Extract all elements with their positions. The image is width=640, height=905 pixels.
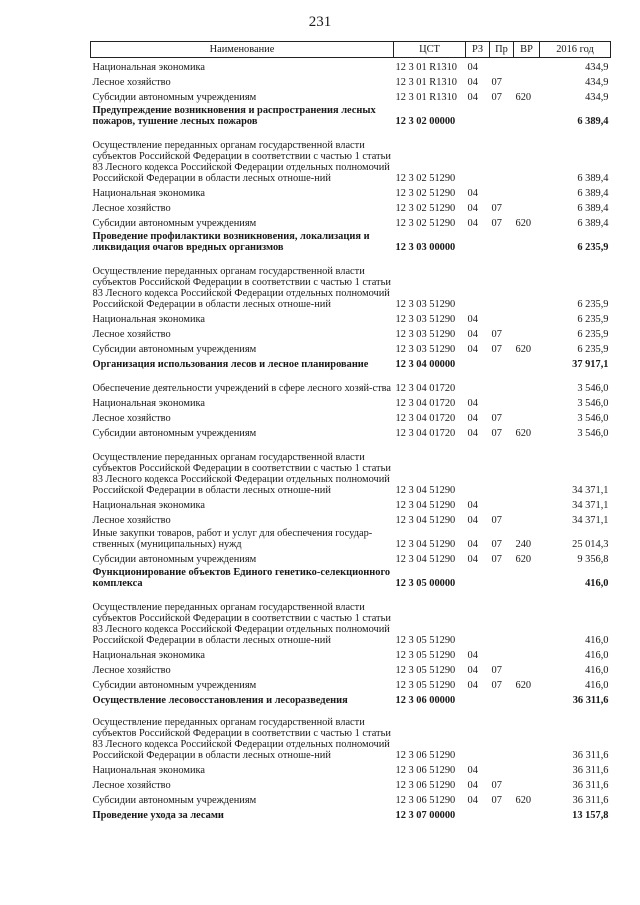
- budget-table: [90, 41, 611, 821]
- row-code: 12 3 03 51290: [395, 299, 456, 310]
- row-rz: [466, 253, 490, 310]
- row-code: 12 3 02 51290: [395, 218, 456, 229]
- row-rz: 04: [467, 795, 478, 806]
- row-rz: 04: [467, 398, 478, 409]
- row-name: Национальная экономика: [92, 188, 206, 199]
- row-vr: [514, 253, 540, 310]
- row-rz: [466, 806, 490, 821]
- row-pr: [490, 439, 514, 496]
- row-pr: 07: [491, 428, 502, 439]
- row-vr: 620: [515, 680, 532, 691]
- row-pr: [490, 691, 514, 706]
- row-vr: 620: [515, 344, 532, 355]
- row-rz: 04: [467, 92, 478, 103]
- row-pr: [490, 355, 514, 370]
- row-code: 12 3 04 51290: [395, 515, 456, 526]
- header-vr: ВР: [514, 42, 540, 58]
- row-rz: 04: [467, 344, 478, 355]
- row-code: 12 3 05 51290: [395, 650, 456, 661]
- row-vr: [514, 73, 540, 88]
- row-name: Национальная экономика: [92, 62, 206, 73]
- row-rz: 04: [467, 188, 478, 199]
- row-vr: 620: [515, 554, 532, 565]
- row-code: 12 3 04 51290: [395, 500, 456, 511]
- row-code: 12 3 02 51290: [395, 173, 456, 184]
- row-pr: 07: [491, 203, 502, 214]
- row-vr: [514, 103, 540, 127]
- row-vr: [514, 439, 540, 496]
- row-amount: 3 546,0: [577, 398, 609, 409]
- row-amount: 6 235,9: [577, 299, 609, 310]
- row-code: 12 3 02 00000: [395, 116, 456, 127]
- row-rz: 04: [467, 218, 478, 229]
- table-row: [91, 370, 611, 394]
- row-amount: 25 014,3: [572, 539, 609, 550]
- table-row: [91, 526, 611, 550]
- row-name: Субсидии автономным учреждениям: [92, 92, 257, 103]
- row-code: 12 3 02 51290: [395, 188, 456, 199]
- row-amount: 9 356,8: [577, 554, 609, 565]
- row-rz: 04: [467, 665, 478, 676]
- table-row: [91, 253, 611, 310]
- row-name: Лесное хозяйство: [92, 515, 171, 526]
- table-row: [91, 73, 611, 88]
- row-rz: 04: [467, 77, 478, 88]
- table-row: [91, 806, 611, 821]
- row-amount: 434,9: [585, 62, 609, 73]
- row-vr: [514, 661, 540, 676]
- table-row: [91, 325, 611, 340]
- row-pr: [490, 103, 514, 127]
- row-pr: [490, 706, 514, 761]
- table-row: [91, 706, 611, 761]
- row-amount: 6 235,9: [577, 344, 609, 355]
- table-row: [91, 127, 611, 184]
- header-rz: РЗ: [466, 42, 490, 58]
- row-vr: [514, 806, 540, 821]
- row-vr: [514, 229, 540, 253]
- table-row: [91, 646, 611, 661]
- row-pr: [490, 127, 514, 184]
- row-rz: 04: [467, 314, 478, 325]
- row-pr: 07: [491, 680, 502, 691]
- row-code: 12 3 05 00000: [395, 578, 456, 589]
- row-pr: 07: [491, 77, 502, 88]
- row-code: 12 3 04 01720: [395, 383, 456, 394]
- row-vr: [514, 589, 540, 646]
- row-code: 12 3 03 51290: [395, 329, 456, 340]
- row-pr: [490, 253, 514, 310]
- row-pr: 07: [491, 539, 502, 550]
- table-row: [91, 214, 611, 229]
- table-row: [91, 229, 611, 253]
- row-pr: 07: [491, 554, 502, 565]
- row-pr: 07: [491, 413, 502, 424]
- row-vr: [514, 394, 540, 409]
- header-name: Наименование: [91, 42, 394, 58]
- row-rz: [466, 103, 490, 127]
- row-rz: 04: [467, 428, 478, 439]
- row-amount: 34 371,1: [572, 500, 609, 511]
- row-pr: [490, 58, 514, 74]
- row-rz: 04: [467, 515, 478, 526]
- row-vr: [514, 706, 540, 761]
- row-vr: [514, 565, 540, 589]
- row-amount: 6 389,4: [577, 203, 609, 214]
- row-name: Субсидии автономным учреждениям: [92, 795, 257, 806]
- row-name: Субсидии автономным учреждениям: [92, 218, 257, 229]
- row-code: 12 3 06 51290: [395, 795, 456, 806]
- row-vr: 620: [515, 218, 532, 229]
- row-amount: 6 389,4: [577, 173, 609, 184]
- row-amount: 36 311,6: [572, 750, 609, 761]
- row-amount: 13 157,8: [572, 810, 609, 821]
- row-rz: 04: [467, 680, 478, 691]
- row-name: Национальная экономика: [92, 500, 206, 511]
- row-vr: 620: [515, 428, 532, 439]
- row-pr: [490, 229, 514, 253]
- row-pr: [490, 496, 514, 511]
- row-code: 12 3 01 R1310: [395, 62, 457, 73]
- table-body: [91, 58, 611, 822]
- row-vr: [514, 691, 540, 706]
- row-pr: [490, 394, 514, 409]
- row-pr: 07: [491, 515, 502, 526]
- row-code: 12 3 03 00000: [395, 242, 456, 253]
- row-name: Национальная экономика: [92, 650, 206, 661]
- row-vr: [514, 58, 540, 74]
- table-row: [91, 103, 611, 127]
- row-code: 12 3 05 51290: [395, 665, 456, 676]
- row-amount: 6 235,9: [577, 329, 609, 340]
- row-amount: 3 546,0: [577, 428, 609, 439]
- row-rz: 04: [467, 554, 478, 565]
- row-amount: 434,9: [585, 77, 609, 88]
- row-code: 12 3 03 51290: [395, 344, 456, 355]
- row-amount: 6 235,9: [577, 242, 609, 253]
- row-code: 12 3 02 51290: [395, 203, 456, 214]
- row-code: 12 3 01 R1310: [395, 92, 457, 103]
- table-row: [91, 424, 611, 439]
- row-name: Лесное хозяйство: [92, 329, 171, 340]
- row-name: Проведение ухода за лесами: [92, 810, 224, 821]
- row-code: 12 3 04 51290: [395, 554, 456, 565]
- row-pr: [490, 184, 514, 199]
- row-name: Обеспечение деятельности учреждений в сфере лесного хозяй-ства: [92, 383, 392, 394]
- row-name: Функционирование объектов Единого генетико-селекционного комплекса: [92, 567, 391, 589]
- table-row: [91, 550, 611, 565]
- row-pr: [490, 761, 514, 776]
- row-rz: 04: [467, 765, 478, 776]
- row-rz: 04: [467, 650, 478, 661]
- header-code: ЦСТ: [394, 42, 466, 58]
- row-pr: [490, 589, 514, 646]
- table-row: [91, 691, 611, 706]
- row-name: Лесное хозяйство: [92, 77, 171, 88]
- table-row: [91, 565, 611, 589]
- row-pr: [490, 370, 514, 394]
- row-name: Предупреждение возникновения и распространения лесных пожаров, тушение лесных пожаров: [92, 105, 376, 127]
- row-pr: 07: [491, 329, 502, 340]
- row-amount: 34 371,1: [572, 485, 609, 496]
- row-code: 12 3 07 00000: [395, 810, 456, 821]
- row-name: Лесное хозяйство: [92, 413, 171, 424]
- row-pr: 07: [491, 344, 502, 355]
- row-pr: 07: [491, 92, 502, 103]
- page-number: 231: [308, 14, 332, 30]
- table-row: [91, 340, 611, 355]
- row-code: 12 3 04 01720: [395, 428, 456, 439]
- table-row: [91, 310, 611, 325]
- row-rz: 04: [467, 780, 478, 791]
- row-amount: 6 389,4: [577, 188, 609, 199]
- row-name: Проведение профилактики возникновения, локализация и ликвидация очагов вредных организмов: [92, 231, 370, 253]
- row-code: 12 3 04 01720: [395, 398, 456, 409]
- table-row: [91, 589, 611, 646]
- row-vr: 240: [515, 539, 532, 550]
- row-name: Лесное хозяйство: [92, 780, 171, 791]
- row-rz: 04: [467, 500, 478, 511]
- row-code: 12 3 04 00000: [395, 359, 456, 370]
- row-name: Субсидии автономным учреждениям: [92, 344, 257, 355]
- row-code: 12 3 06 00000: [395, 695, 456, 706]
- table-row: [91, 661, 611, 676]
- row-name: Субсидии автономным учреждениям: [92, 554, 257, 565]
- row-vr: 620: [515, 795, 532, 806]
- row-vr: [514, 310, 540, 325]
- row-amount: 36 311,6: [572, 795, 609, 806]
- row-name: Лесное хозяйство: [92, 203, 171, 214]
- row-vr: [514, 496, 540, 511]
- row-pr: [490, 310, 514, 325]
- row-rz: [466, 229, 490, 253]
- row-amount: 36 311,6: [572, 695, 609, 706]
- row-code: 12 3 06 51290: [395, 765, 456, 776]
- row-pr: [490, 646, 514, 661]
- row-name: Осуществление переданных органам государственной власти субъектов Российской Федерации в соответствии с частью 1 статьи 83 Лесного кодекса Российской Федерации отдельных полномочий Российской Федерации в области лесных отноше-ний: [92, 452, 391, 496]
- row-rz: [466, 370, 490, 394]
- row-vr: [514, 370, 540, 394]
- row-pr: [490, 565, 514, 589]
- row-code: 12 3 05 51290: [395, 680, 456, 691]
- row-pr: 07: [491, 218, 502, 229]
- table-row: [91, 58, 611, 74]
- table-row: [91, 355, 611, 370]
- table-header: [91, 42, 611, 58]
- row-rz: [466, 355, 490, 370]
- row-rz: [466, 691, 490, 706]
- row-amount: 36 311,6: [572, 780, 609, 791]
- row-name: Иные закупки товаров, работ и услуг для обеспечения государ-ственных (муниципальных) нужд: [92, 528, 373, 550]
- row-code: 12 3 01 R1310: [395, 77, 457, 88]
- table-row: [91, 776, 611, 791]
- row-code: 12 3 04 01720: [395, 413, 456, 424]
- row-name: Национальная экономика: [92, 398, 206, 409]
- row-vr: [514, 761, 540, 776]
- row-amount: 37 917,1: [572, 359, 609, 370]
- table-row: [91, 761, 611, 776]
- row-name: Субсидии автономным учреждениям: [92, 680, 257, 691]
- row-rz: 04: [467, 413, 478, 424]
- row-rz: 04: [467, 203, 478, 214]
- row-vr: 620: [515, 92, 532, 103]
- table-row: [91, 88, 611, 103]
- row-amount: 416,0: [585, 665, 609, 676]
- row-amount: 36 311,6: [572, 765, 609, 776]
- row-name: Осуществление переданных органам государственной власти субъектов Российской Федерации в соответствии с частью 1 статьи 83 Лесного кодекса Российской Федерации отдельных полномочий Российской Федерации в области лесных отноше-ний: [92, 140, 391, 184]
- header-pr: Пр: [490, 42, 514, 58]
- table-row: [91, 184, 611, 199]
- table-row: [91, 676, 611, 691]
- row-code: 12 3 04 51290: [395, 485, 456, 496]
- row-vr: [514, 325, 540, 340]
- row-pr: [490, 806, 514, 821]
- row-name: Национальная экономика: [92, 314, 206, 325]
- row-amount: 6 389,4: [577, 116, 609, 127]
- row-amount: 6 235,9: [577, 314, 609, 325]
- row-name: Субсидии автономным учреждениям: [92, 428, 257, 439]
- row-amount: 416,0: [585, 578, 609, 589]
- row-name: Осуществление переданных органам государственной власти субъектов Российской Федерации в соответствии с частью 1 статьи 83 Лесного кодекса Российской Федерации отдельных полномочий Российской Федерации в области лесных отноше-ний: [92, 602, 391, 646]
- row-rz: [466, 565, 490, 589]
- row-rz: [466, 439, 490, 496]
- row-amount: 416,0: [585, 635, 609, 646]
- row-amount: 434,9: [585, 92, 609, 103]
- row-vr: [514, 184, 540, 199]
- table-row: [91, 791, 611, 806]
- row-vr: [514, 409, 540, 424]
- table-row: [91, 199, 611, 214]
- row-pr: 07: [491, 665, 502, 676]
- row-code: 12 3 05 51290: [395, 635, 456, 646]
- row-rz: 04: [467, 539, 478, 550]
- row-vr: [514, 646, 540, 661]
- row-vr: [514, 355, 540, 370]
- row-rz: [466, 589, 490, 646]
- row-name: Организация использования лесов и лесное планирование: [92, 359, 369, 370]
- row-name: Осуществление лесовосстановления и лесоразведения: [92, 695, 348, 706]
- table-row: [91, 496, 611, 511]
- row-amount: 6 389,4: [577, 218, 609, 229]
- table-row: [91, 439, 611, 496]
- row-name: Осуществление переданных органам государственной власти субъектов Российской Федерации в соответствии с частью 1 статьи 83 Лесного кодекса Российской Федерации отдельных полномочий Российской Федерации в области лесных отноше-ний: [92, 266, 391, 310]
- row-vr: [514, 776, 540, 791]
- row-rz: [466, 127, 490, 184]
- row-name: Лесное хозяйство: [92, 665, 171, 676]
- row-amount: 416,0: [585, 680, 609, 691]
- row-amount: 3 546,0: [577, 383, 609, 394]
- row-code: 12 3 06 51290: [395, 750, 456, 761]
- table-row: [91, 511, 611, 526]
- row-code: 12 3 04 51290: [395, 539, 456, 550]
- row-amount: 34 371,1: [572, 515, 609, 526]
- row-pr: 07: [491, 780, 502, 791]
- table-row: [91, 394, 611, 409]
- row-amount: 3 546,0: [577, 413, 609, 424]
- row-code: 12 3 03 51290: [395, 314, 456, 325]
- header-year: 2016 год: [540, 42, 611, 58]
- table-row: [91, 409, 611, 424]
- row-pr: 07: [491, 795, 502, 806]
- row-vr: [514, 127, 540, 184]
- row-name: Осуществление переданных органам государственной власти субъектов Российской Федерации в соответствии с частью 1 статьи 83 Лесного кодекса Российской Федерации отдельных полномочий Российской Федерации в области лесных отноше-ний: [92, 717, 391, 761]
- row-rz: 04: [467, 62, 478, 73]
- row-vr: [514, 511, 540, 526]
- row-rz: [466, 706, 490, 761]
- row-vr: [514, 199, 540, 214]
- row-name: Национальная экономика: [92, 765, 206, 776]
- row-code: 12 3 06 51290: [395, 780, 456, 791]
- row-rz: 04: [467, 329, 478, 340]
- row-amount: 416,0: [585, 650, 609, 661]
